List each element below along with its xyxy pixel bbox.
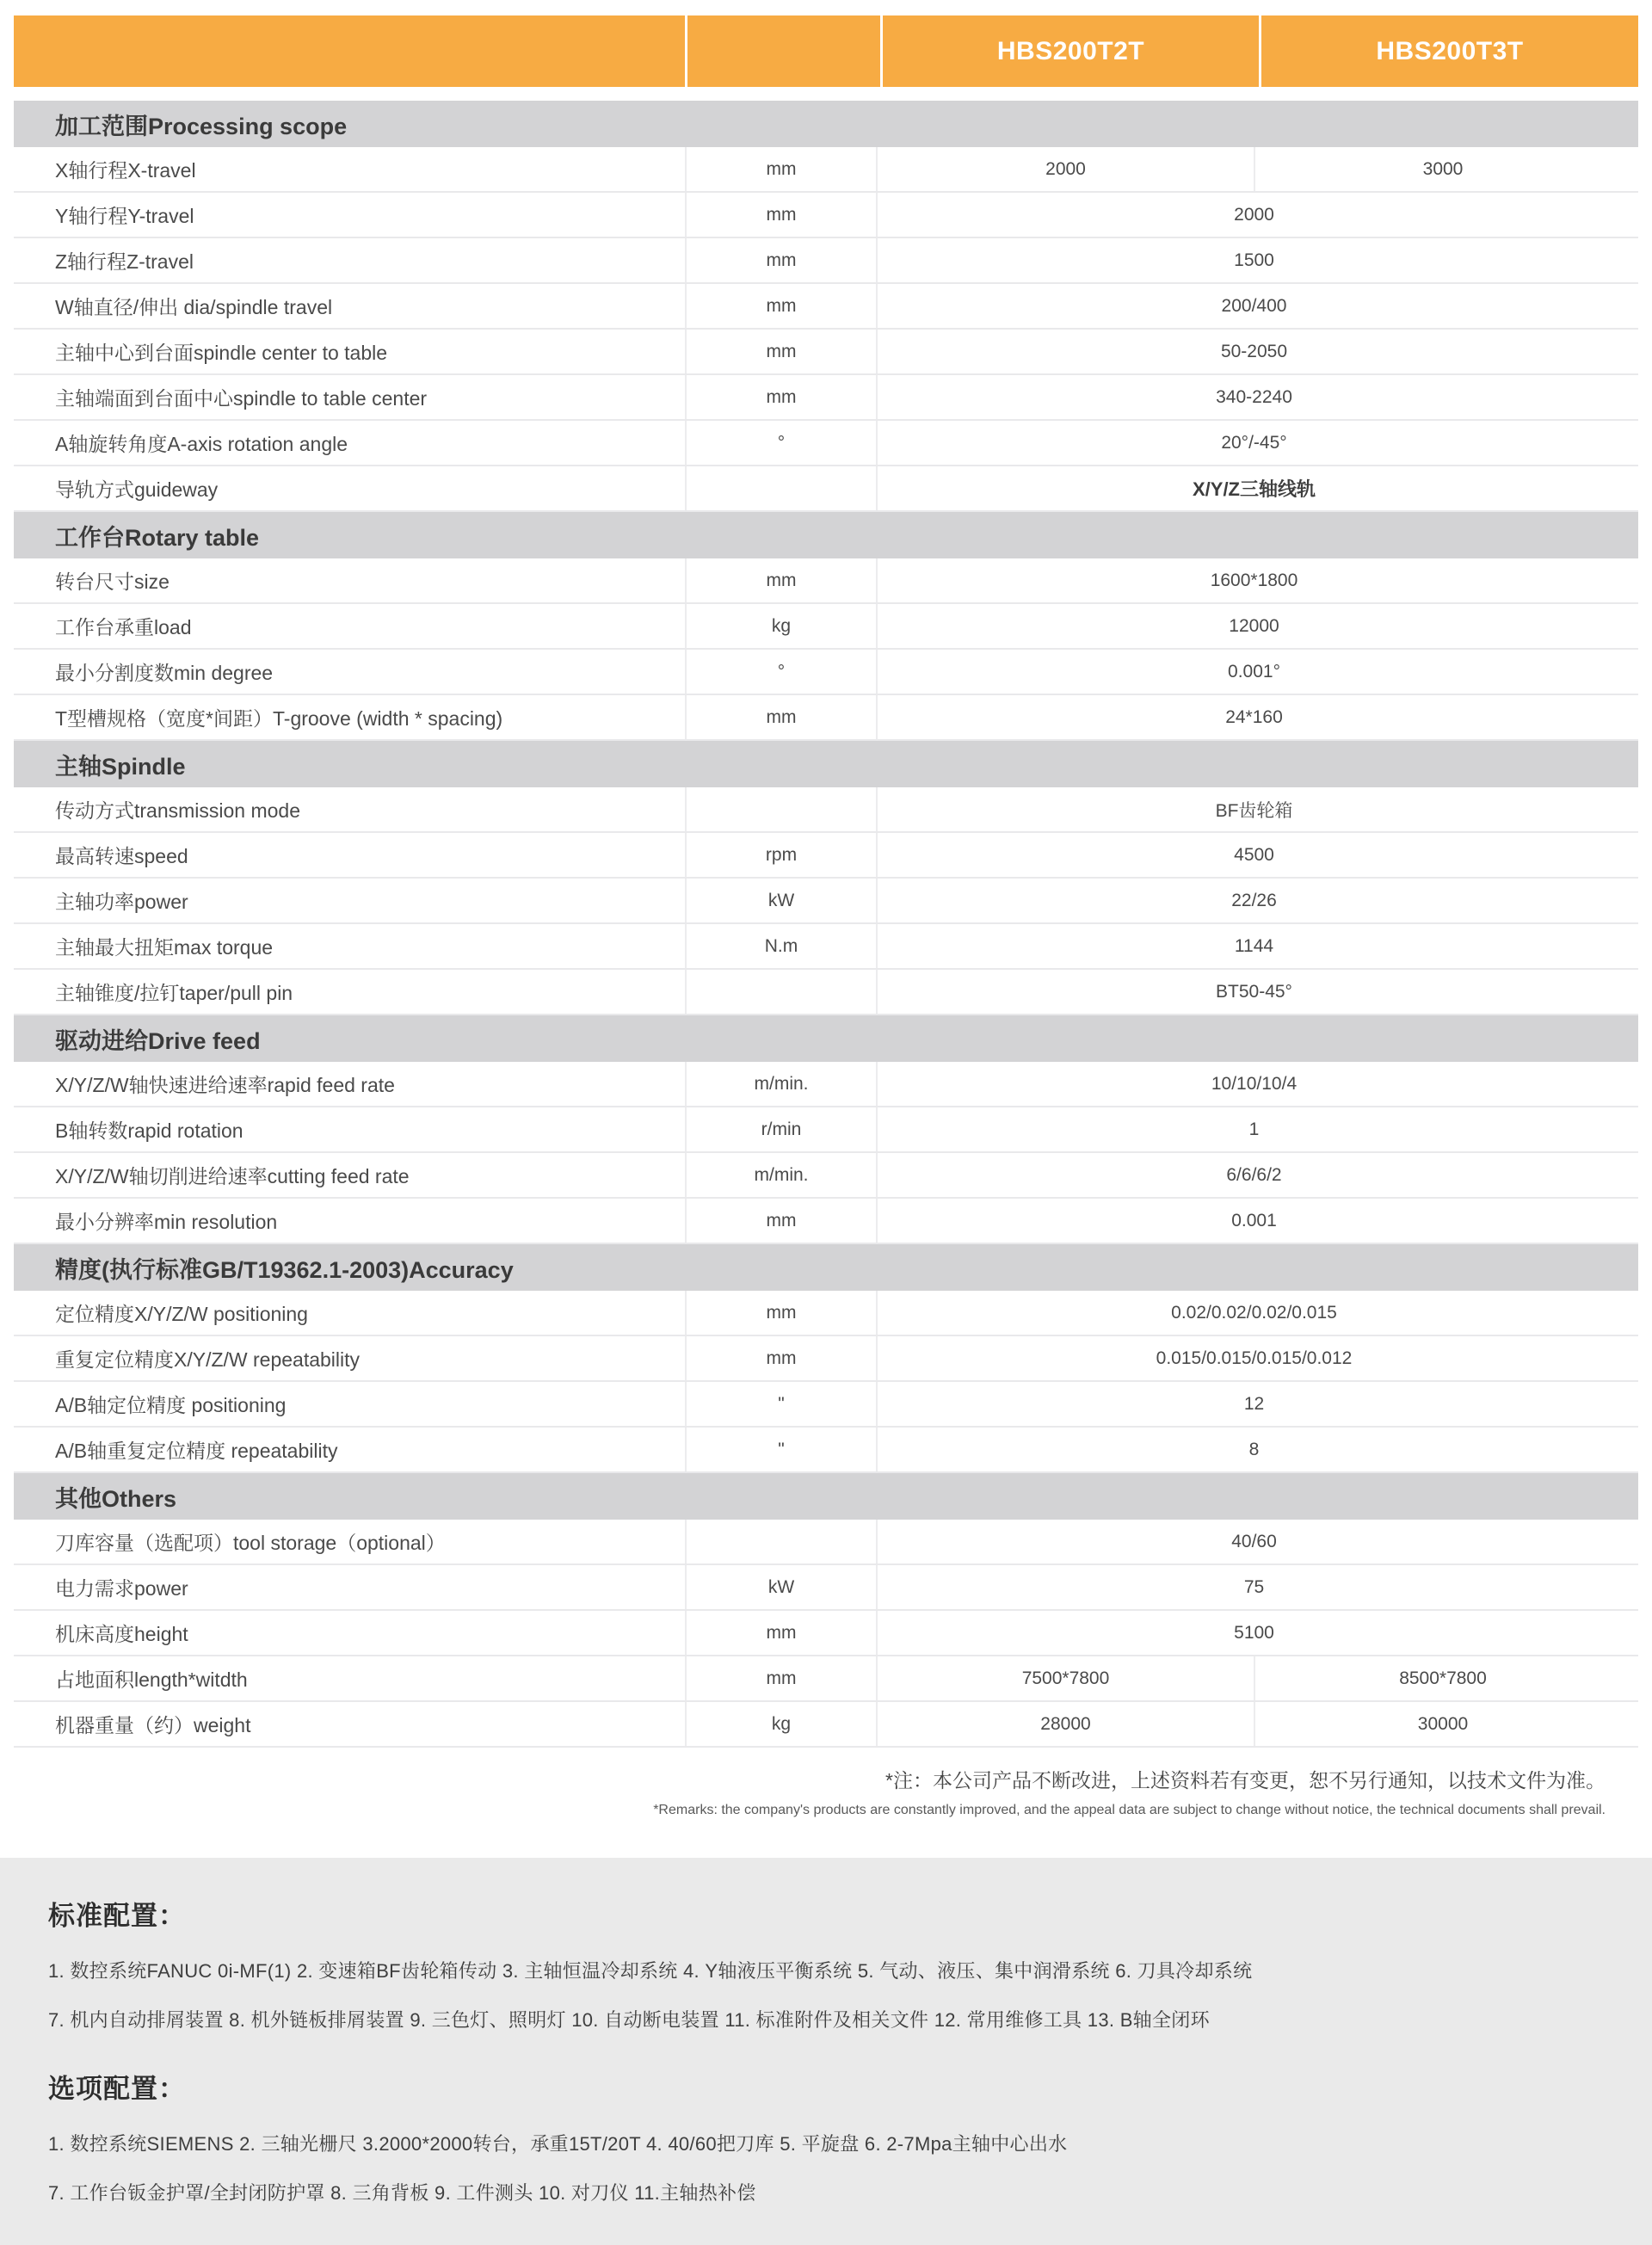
row-label: W轴直径/伸出 dia/spindle travel: [55, 296, 333, 318]
row-value: 22/26: [1231, 890, 1277, 910]
row-label: Y轴行程Y-travel: [55, 205, 194, 227]
row-value: BF齿轮箱: [1215, 800, 1293, 821]
standard-config-line-1: 1. 数控系统FANUC 0i-MF(1) 2. 变速箱BF齿轮箱传动 3. 主轴恒温冷却系统 4. Y轴液压平衡系统 5. 气动、液压、集中润滑系统 6. 刀具冷却系统: [48, 1960, 1253, 1982]
section-header: 工作台Rotary table: [14, 512, 1638, 558]
spec-row: [14, 970, 1638, 1015]
row-label: 最小分辨率min resolution: [55, 1211, 278, 1233]
section-header: 其他Others: [14, 1473, 1638, 1520]
row-unit: mm: [685, 193, 878, 237]
row-unit: N.m: [685, 924, 878, 968]
spec-sheet-page: [0, 15, 1652, 2214]
row-unit: kW: [685, 1565, 878, 1609]
spec-row: [14, 1382, 1638, 1428]
row-value: 340-2240: [1216, 386, 1292, 407]
row-unit: mm: [685, 1199, 878, 1243]
row-value-model-1: 28000: [1040, 1713, 1091, 1734]
row-label: X轴行程X-travel: [55, 159, 196, 182]
spec-row: [14, 284, 1638, 330]
row-unit: ": [685, 1428, 878, 1471]
row-unit: mm: [685, 330, 878, 373]
row-label: B轴转数rapid rotation: [55, 1119, 243, 1142]
row-label: 主轴端面到台面中心spindle to table center: [55, 387, 428, 410]
row-value-model-2: 3000: [1254, 147, 1630, 191]
spec-row: [14, 147, 1638, 193]
model-column-header-1: HBS200T2T: [883, 15, 1259, 87]
spec-row: [14, 1062, 1638, 1107]
spec-row: [14, 1153, 1638, 1199]
row-unit: mm: [685, 147, 878, 191]
remark-chinese: *注：本公司产品不断改进，上述资料若有变更，恕不另行通知，以技术文件为准。: [885, 1769, 1606, 1792]
spec-row: [14, 375, 1638, 421]
row-unit: rpm: [685, 833, 878, 877]
row-value: 4500: [1234, 844, 1274, 865]
section-header: 驱动进给Drive feed: [14, 1015, 1638, 1062]
row-unit: kg: [685, 1702, 878, 1746]
spec-row: [14, 1291, 1638, 1336]
row-label: 导轨方式guideway: [55, 478, 219, 501]
row-label: 刀库容量（选配项）tool storage（optional）: [55, 1532, 446, 1554]
spec-row: [14, 1428, 1638, 1473]
row-value-model-2: 30000: [1254, 1702, 1630, 1746]
row-value: 50-2050: [1220, 341, 1288, 361]
row-label: 定位精度X/Y/Z/W positioning: [55, 1303, 308, 1325]
remarks: [14, 1765, 1638, 1818]
row-value: 24*160: [1225, 706, 1283, 727]
row-value: 12: [1243, 1393, 1265, 1414]
row-value: 0.001: [1231, 1210, 1277, 1230]
row-label: A/B轴重复定位精度 repeatability: [55, 1440, 338, 1462]
section-header: 主轴Spindle: [14, 741, 1638, 787]
row-unit: kW: [685, 879, 878, 922]
model-header-unit-cell: [687, 15, 880, 87]
row-value: 0.001°: [1228, 661, 1280, 682]
row-value: 1: [1248, 1119, 1260, 1139]
spec-row: [14, 1565, 1638, 1611]
row-unit: mm: [685, 558, 878, 602]
row-value: 1500: [1234, 250, 1274, 270]
row-unit: mm: [685, 1611, 878, 1655]
row-value: 12000: [1229, 615, 1279, 636]
row-label: 主轴中心到台面spindle center to table: [55, 342, 388, 364]
row-value-model-1: 2000: [1045, 158, 1086, 179]
spec-row: [14, 604, 1638, 650]
optional-config-line-1: 1. 数控系统SIEMENS 2. 三轴光栅尺 3.2000*2000转台，承重15T/20T 4. 40/60把刀库 5. 平旋盘 6. 2-7Mpa主轴中心出水: [48, 2133, 1068, 2155]
row-label: 占地面积length*witdth: [55, 1668, 248, 1691]
model-column-header-2: HBS200T3T: [1261, 15, 1638, 87]
section-header: 精度(执行标准GB/T19362.1-2003)Accuracy: [14, 1244, 1638, 1291]
row-label: 传动方式transmission mode: [55, 799, 301, 822]
row-value: 20°/-45°: [1221, 432, 1287, 453]
row-value: 8: [1248, 1439, 1260, 1459]
row-label: T型槽规格（宽度*间距）T-groove (width * spacing): [55, 707, 503, 730]
row-value: 1144: [1234, 935, 1274, 956]
row-label: 主轴锥度/拉钉taper/pull pin: [55, 982, 293, 1004]
row-value: 0.015/0.015/0.015/0.012: [1156, 1348, 1353, 1368]
row-label: 主轴功率power: [55, 891, 188, 913]
spec-row: [14, 193, 1638, 238]
row-value: 75: [1243, 1576, 1265, 1597]
row-value: 6/6/6/2: [1226, 1164, 1282, 1185]
row-label: X/Y/Z/W轴切削进给速率cutting feed rate: [55, 1165, 410, 1187]
row-label: 机器重量（约）weight: [55, 1714, 251, 1736]
row-value-model-1: 7500*7800: [1021, 1668, 1110, 1688]
row-label: 电力需求power: [55, 1577, 188, 1600]
row-unit: mm: [685, 695, 878, 739]
row-value: 10/10/10/4: [1211, 1073, 1298, 1094]
spec-table: [14, 101, 1638, 1748]
row-unit: mm: [685, 375, 878, 419]
row-unit: [685, 970, 878, 1014]
standard-config-line-2: 7. 机内自动排屑装置 8. 机外链板排屑装置 9. 三色灯、照明灯 10. 自动断电装置 11. 标准附件及相关文件 12. 常用维修工具 13. B轴全闭环: [48, 2009, 1210, 2031]
row-unit: m/min.: [685, 1153, 878, 1197]
row-label: 机床高度height: [55, 1623, 188, 1645]
row-value: BT50-45°: [1216, 981, 1292, 1002]
row-label: A轴旋转角度A-axis rotation angle: [55, 433, 348, 455]
spec-row: [14, 558, 1638, 604]
spec-row: [14, 1702, 1638, 1748]
config-block: [0, 1858, 1652, 2245]
row-unit: mm: [685, 284, 878, 328]
spec-row: [14, 787, 1638, 833]
row-unit: [685, 466, 878, 510]
row-label: 重复定位精度X/Y/Z/W repeatability: [55, 1348, 361, 1371]
row-value: 5100: [1234, 1622, 1274, 1643]
row-unit: mm: [685, 238, 878, 282]
model-header-label-cell: [14, 15, 685, 87]
remark-english: *Remarks: the company's products are constantly improved, and the appeal data are subject to change without notice, the technical documents shall prevail.: [653, 1803, 1606, 1817]
spec-row: [14, 1336, 1638, 1382]
spec-row: [14, 1520, 1638, 1565]
spec-row: [14, 924, 1638, 970]
row-unit: °: [685, 650, 878, 694]
row-unit: mm: [685, 1656, 878, 1700]
row-unit: r/min: [685, 1107, 878, 1151]
spec-row: [14, 466, 1638, 512]
row-value: 1600*1800: [1210, 570, 1298, 590]
row-value: 0.02/0.02/0.02/0.015: [1171, 1302, 1337, 1323]
row-unit: [685, 1520, 878, 1563]
optional-config-heading: 选项配置：: [48, 2074, 186, 2104]
spec-row: [14, 650, 1638, 695]
spec-row: [14, 1656, 1638, 1702]
spec-row: [14, 1611, 1638, 1656]
row-value: 2000: [1234, 204, 1274, 225]
spec-row: [14, 330, 1638, 375]
row-unit: ": [685, 1382, 878, 1426]
row-unit: °: [685, 421, 878, 465]
row-unit: mm: [685, 1336, 878, 1380]
row-value: X/Y/Z三轴线轨: [1192, 478, 1316, 500]
row-value: 200/400: [1221, 295, 1287, 316]
row-unit: m/min.: [685, 1062, 878, 1106]
row-unit: [685, 787, 878, 831]
spec-row: [14, 421, 1638, 466]
row-label: Z轴行程Z-travel: [55, 250, 194, 273]
spec-row: [14, 1107, 1638, 1153]
row-label: X/Y/Z/W轴快速进给速率rapid feed rate: [55, 1074, 395, 1096]
row-label: 最小分割度数min degree: [55, 662, 274, 684]
spec-row: [14, 879, 1638, 924]
row-value: 40/60: [1231, 1531, 1277, 1551]
row-label: 转台尺寸size: [55, 571, 170, 593]
spec-row: [14, 695, 1638, 741]
row-unit: mm: [685, 1291, 878, 1335]
model-header-row: [14, 15, 1638, 87]
row-value-model-2: 8500*7800: [1254, 1656, 1630, 1700]
optional-config-line-2: 7. 工作台钣金护罩/全封闭防护罩 8. 三角背板 9. 工件测头 10. 对刀仪 11.主轴热补偿: [48, 2182, 756, 2204]
spec-row: [14, 833, 1638, 879]
row-label: A/B轴定位精度 positioning: [55, 1394, 287, 1416]
row-label: 最高转速speed: [55, 845, 188, 867]
spec-row: [14, 1199, 1638, 1244]
standard-config-heading: 标准配置：: [48, 1901, 186, 1931]
row-label: 工作台承重load: [55, 616, 192, 638]
row-label: 主轴最大扭矩max torque: [55, 936, 274, 959]
spec-row: [14, 238, 1638, 284]
row-unit: kg: [685, 604, 878, 648]
section-header: 加工范围Processing scope: [14, 101, 1638, 147]
